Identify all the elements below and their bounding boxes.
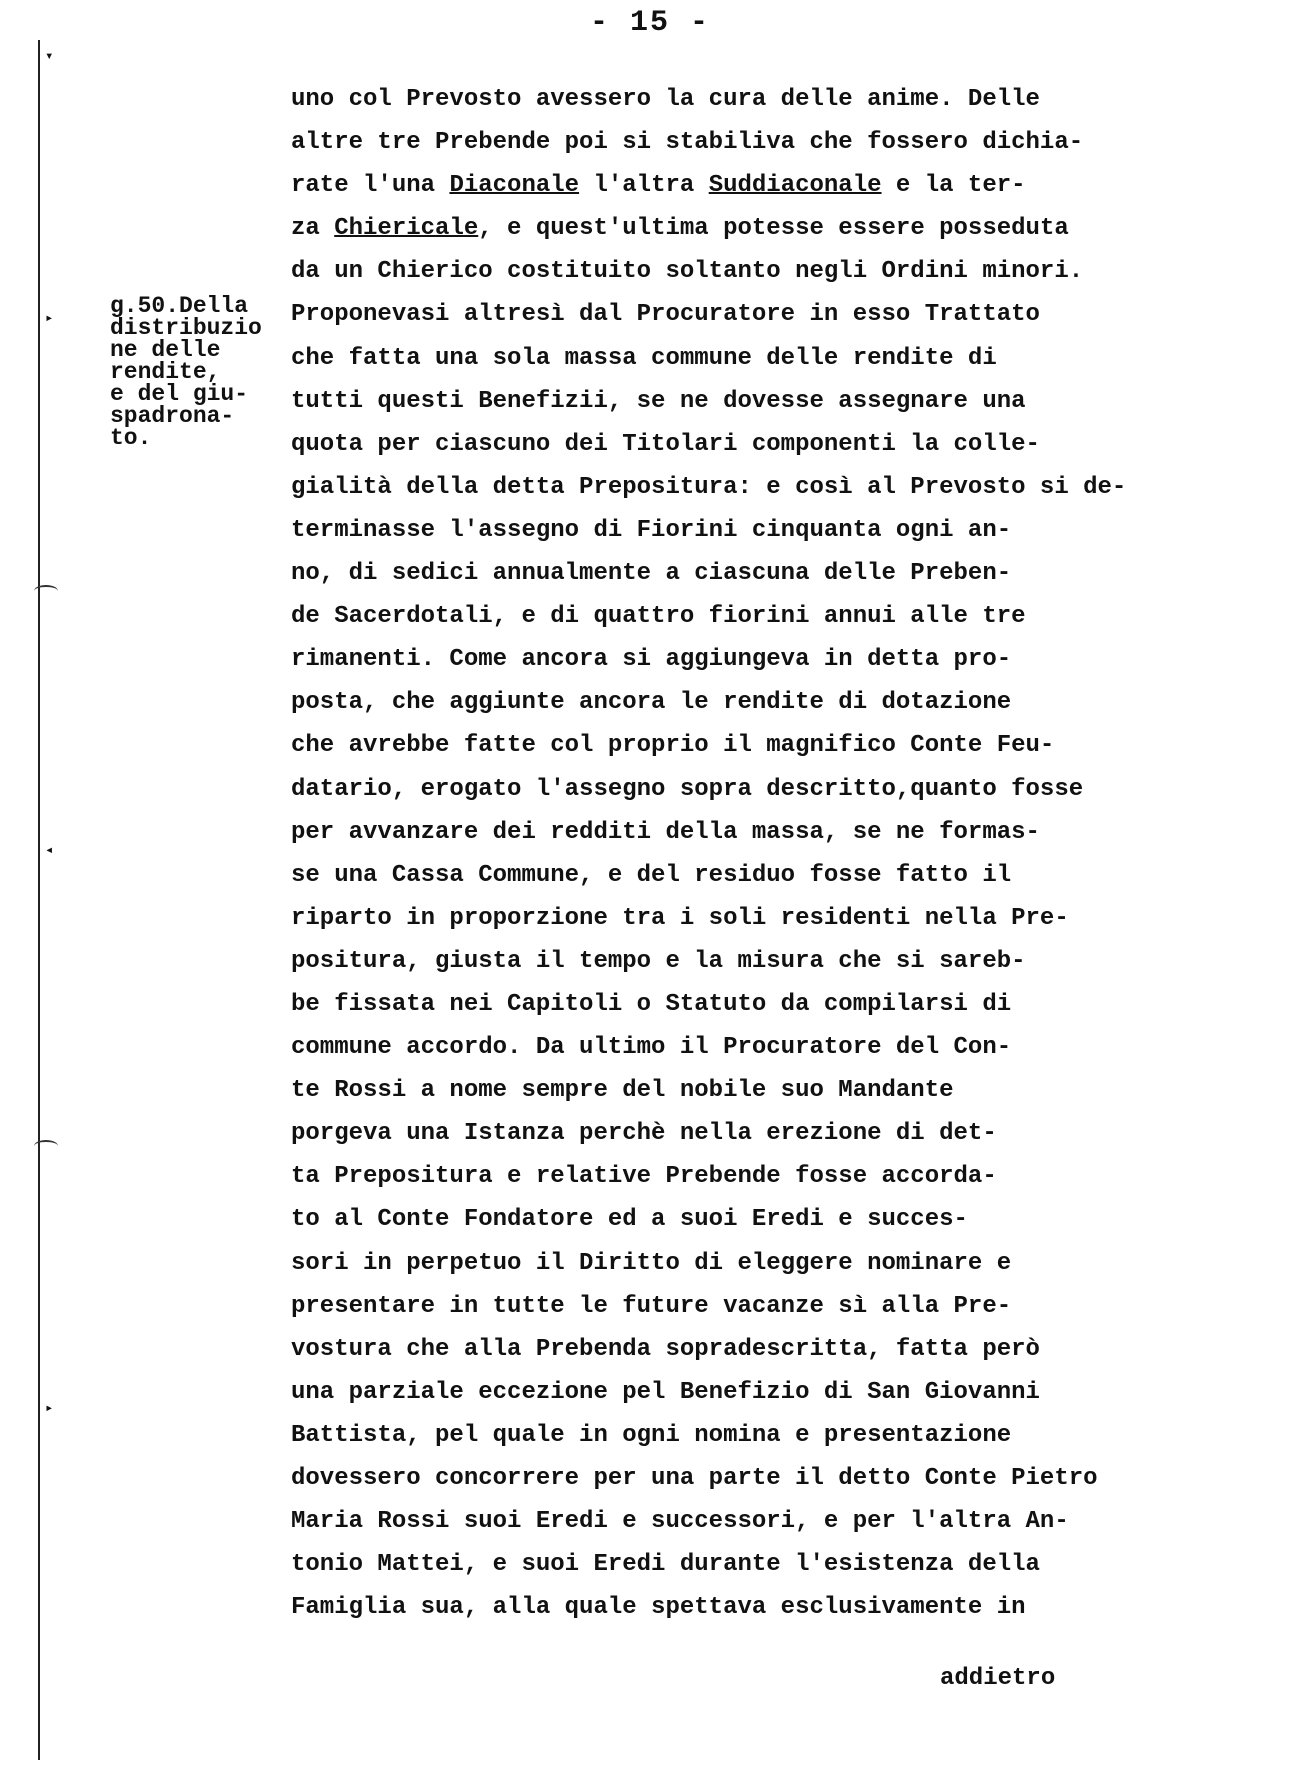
text-run: no, di sedici annualmente a ciascuna delle Preben- bbox=[291, 560, 1012, 588]
text-run: Famiglia sua, alla quale spettava esclusivamente in bbox=[291, 1594, 1026, 1622]
text-line bbox=[291, 207, 1281, 250]
text-line bbox=[291, 1500, 1281, 1543]
text-line bbox=[291, 466, 1281, 509]
text-line bbox=[291, 897, 1281, 940]
text-line bbox=[291, 940, 1281, 983]
margin-rule bbox=[38, 40, 40, 1760]
text-run: posta, che aggiunte ancora le rendite di dotazione bbox=[291, 689, 1012, 717]
text-run: za bbox=[291, 215, 335, 243]
text-run: che avrebbe fatte col proprio il magnifico Conte Feu- bbox=[291, 732, 1055, 760]
text-run: Proponevasi altresì dal Procuratore in esso Trattato bbox=[291, 301, 1040, 329]
margin-note: g.50.Della distribuzio ne delle rendite, e del giu- spadrona- to. bbox=[110, 293, 262, 451]
text-line bbox=[291, 1155, 1281, 1198]
text-run: una parziale eccezione pel Benefizio di San Giovanni bbox=[291, 1378, 1040, 1406]
text-run: vostura che alla Prebenda sopradescritta, fatta però bbox=[291, 1335, 1040, 1363]
underlined-term: Chiericale bbox=[334, 215, 479, 243]
text-run: per avvanzare dei redditi della massa, se ne formas- bbox=[291, 818, 1040, 846]
text-run: e la ter- bbox=[881, 172, 1026, 200]
text-line bbox=[291, 78, 1281, 121]
text-run: terminasse l'assegno di Fiorini cinquanta ogni an- bbox=[291, 516, 1012, 544]
margin-mark: ◂ bbox=[45, 843, 54, 859]
text-line bbox=[291, 250, 1281, 293]
margin-mark: ▸ bbox=[45, 1401, 54, 1417]
text-line bbox=[291, 509, 1281, 552]
text-line bbox=[291, 1285, 1281, 1328]
text-line bbox=[291, 1414, 1281, 1457]
margin-mark: ▾ bbox=[45, 49, 54, 65]
text-run: dovessero concorrere per una parte il detto Conte Pietro bbox=[291, 1465, 1098, 1492]
text-line bbox=[291, 983, 1281, 1026]
underlined-term: Suddiaconale bbox=[708, 172, 882, 200]
text-run: datario, erogato l'assegno sopra descritto,quanto fosse bbox=[291, 775, 1084, 803]
text-line bbox=[291, 121, 1281, 164]
text-line bbox=[291, 1457, 1281, 1500]
text-run: tutti questi Benefizii, se ne dovesse assegnare una bbox=[291, 387, 1026, 415]
text-run: ta Prepositura e relative Prebende fosse accorda- bbox=[291, 1163, 997, 1191]
text-run: uno col Prevosto avessero la cura delle anime. Delle bbox=[291, 86, 1040, 113]
text-line bbox=[291, 724, 1281, 767]
text-run: commune accordo. Da ultimo il Procuratore del Con- bbox=[291, 1034, 1012, 1062]
text-line bbox=[291, 380, 1281, 423]
text-line bbox=[291, 681, 1281, 724]
text-run: porgeva una Istanza perchè nella erezione di det- bbox=[291, 1120, 997, 1148]
text-run: presentare in tutte le future vacanze sì alla Pre- bbox=[291, 1292, 1012, 1320]
text-run: Battista, pel quale in ogni nomina e presentazione bbox=[291, 1421, 1012, 1449]
text-line bbox=[291, 1586, 1281, 1629]
text-run: quota per ciascuno dei Titolari componenti la colle- bbox=[291, 430, 1040, 458]
text-run: positura, giusta il tempo e la misura che si sareb- bbox=[291, 947, 1026, 975]
catchword: addietro bbox=[940, 1665, 1056, 1692]
text-run: gialità della detta Prepositura: e così al Prevosto si de- bbox=[291, 473, 1127, 501]
body-text bbox=[291, 78, 1281, 1629]
text-line bbox=[291, 595, 1281, 638]
text-line bbox=[291, 1371, 1281, 1414]
text-line bbox=[291, 1026, 1281, 1069]
text-line bbox=[291, 1198, 1281, 1241]
text-run: da un Chierico costituito soltanto negli Ordini minori. bbox=[291, 258, 1084, 286]
text-line bbox=[291, 854, 1281, 897]
text-line bbox=[291, 552, 1281, 595]
text-line bbox=[291, 1328, 1281, 1371]
text-run: be fissata nei Capitoli o Statuto da compilarsi di bbox=[291, 990, 1012, 1018]
text-line bbox=[291, 811, 1281, 854]
text-run: altre tre Prebende poi si stabiliva che fossero dichia- bbox=[291, 129, 1084, 157]
margin-tick bbox=[34, 1140, 58, 1152]
text-run: Maria Rossi suoi Eredi e successori, e per l'altra An- bbox=[291, 1508, 1069, 1536]
text-line bbox=[291, 164, 1281, 207]
text-line bbox=[291, 1543, 1281, 1586]
text-line bbox=[291, 293, 1281, 336]
margin-mark: ▸ bbox=[45, 311, 54, 327]
text-run: rate l'una bbox=[291, 172, 450, 200]
text-run: se una Cassa Commune, e del residuo fosse fatto il bbox=[291, 861, 1012, 889]
text-run: te Rossi a nome sempre del nobile suo Mandante bbox=[291, 1077, 954, 1105]
text-line bbox=[291, 638, 1281, 681]
text-line bbox=[291, 337, 1281, 380]
text-run: che fatta una sola massa commune delle rendite di bbox=[291, 344, 997, 372]
text-line bbox=[291, 423, 1281, 466]
text-run: riparto in proporzione tra i soli residenti nella Pre- bbox=[291, 904, 1069, 932]
text-run: de Sacerdotali, e di quattro fiorini annui alle tre bbox=[291, 603, 1026, 631]
text-line bbox=[291, 1069, 1281, 1112]
text-line bbox=[291, 768, 1281, 811]
text-line bbox=[291, 1112, 1281, 1155]
margin-tick bbox=[34, 585, 58, 597]
text-run: sori in perpetuo il Diritto di eleggere nominare e bbox=[291, 1249, 1012, 1277]
underlined-term: Diaconale bbox=[449, 172, 580, 200]
text-run: rimanenti. Come ancora si aggiungeva in detta pro- bbox=[291, 646, 1012, 674]
page-number: - 15 - bbox=[590, 6, 711, 40]
text-run: , e quest'ultima potesse essere posseduta bbox=[478, 215, 1069, 243]
text-run: tonio Mattei, e suoi Eredi durante l'esistenza della bbox=[291, 1551, 1040, 1579]
text-run: l'altra bbox=[579, 172, 709, 200]
text-run: to al Conte Fondatore ed a suoi Eredi e succes- bbox=[291, 1206, 968, 1234]
text-line bbox=[291, 1242, 1281, 1285]
